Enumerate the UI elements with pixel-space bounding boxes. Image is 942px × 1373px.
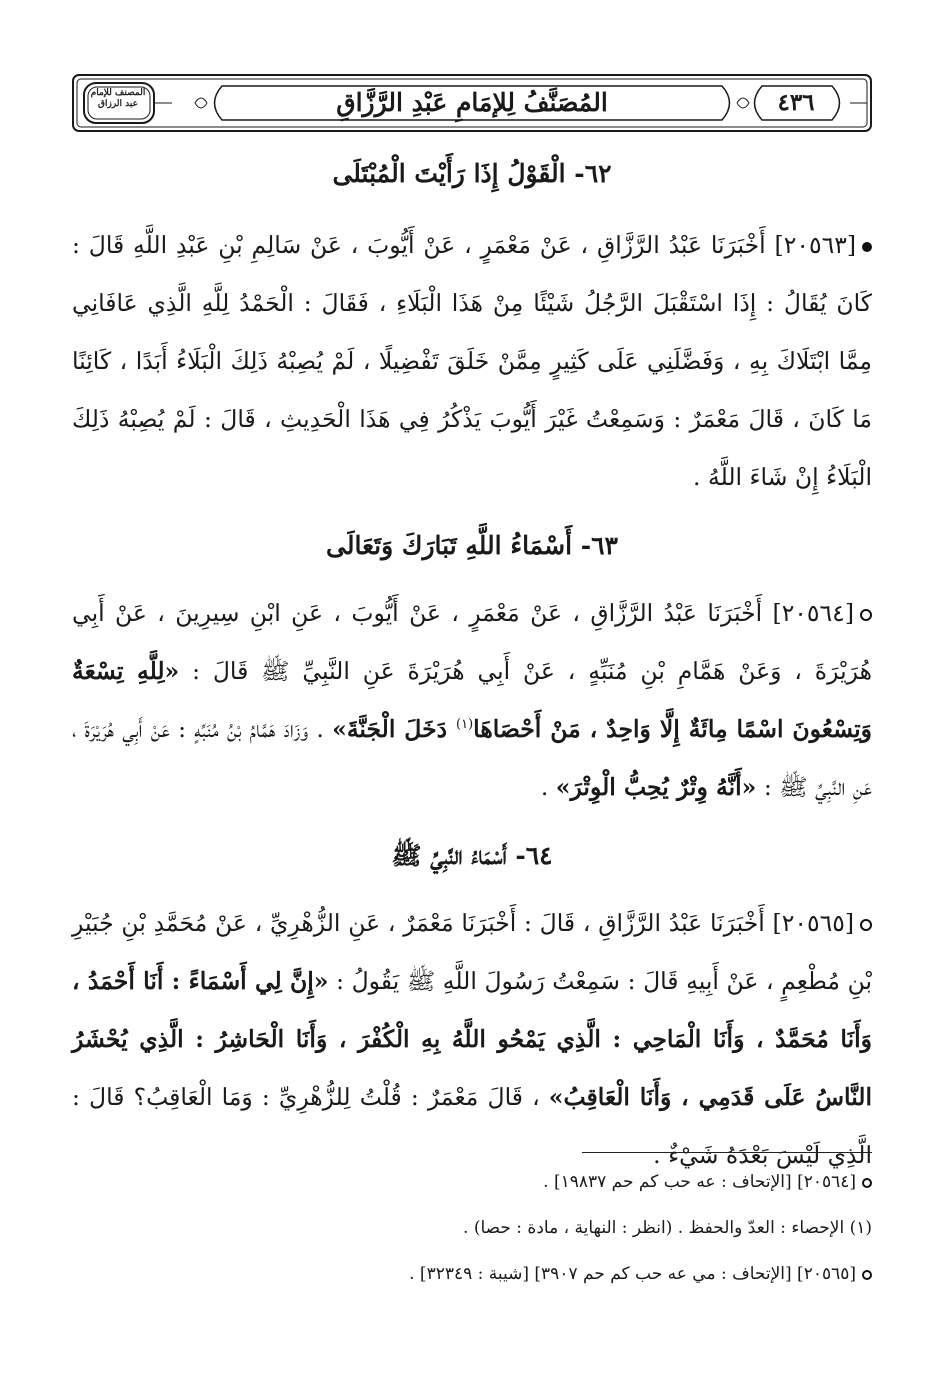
chapter-heading-62: ٦٢- الْقَوْلُ إِذَا رَأَيْتَ الْمُبْتَلَى [332, 159, 612, 188]
hadith-20565 [72, 894, 872, 1184]
ring-marker [860, 609, 872, 621]
prophetic-quote-witr: «أَنَّهُ وِتْرٌ يُحِبُّ الْوِتْرَ» [555, 773, 757, 801]
hadith-text-end: ، قَالَ مَعْمَرٌ : قُلْتُ لِلزُّهْرِيِّ : وَمَا الْعَاقِبُ؟ قَالَ : الَّذِي لَيْسَ بَعْدَهُ شَيْءٌ . [72, 1083, 872, 1169]
bullet-marker [862, 242, 872, 252]
hadith-number: [٢٠٥٦٥] [772, 909, 854, 937]
chapter-heading-63: ٦٣- أَسْمَاءُ اللَّهِ تَبَارَكَ وَتَعَالَى [326, 531, 618, 560]
header-seal: المصنف للإمام عبد الرزاق [90, 88, 146, 109]
hadith-20563 [72, 216, 872, 506]
footnote-separator [582, 1152, 872, 1153]
hadith-text-end: . [540, 773, 556, 801]
prophetic-quote-end: دَخَلَ الْجَنَّةَ» [332, 715, 457, 743]
page-number: ٤٣٦ [777, 89, 815, 116]
prophetic-quote: «إِنَّ لِي أَسْمَاءً : أَنَا أَحْمَدُ ، وَأَنَا مُحَمَّدٌ ، وَأَنَا الْمَاحِي : الَّذِي يَمْحُو اللَّهُ بِهِ الْكُفْرَ ، وَأَنَا الْحَاشِرُ : الَّذِي يُحْشَرُ النَّاسُ عَلَى قَدَمِي ، وَأَنَا الْعَاقِبُ» [72, 967, 872, 1111]
footnote-1 [72, 1215, 872, 1241]
hadith-20564 [72, 584, 872, 816]
hadith-text: أَخْبَرَنَا عَبْدُ الرَّزَّاقِ ، عَنْ مَعْمَرٍ ، عَنْ أَيُّوبَ ، عَنِ ابْنِ سِيرِينَ ، عَنْ أَبِي هُرَيْرَةَ ، وَعَنْ هَمَّامِ بْنِ مُنَبِّهٍ ، عَنْ أَبِي هُرَيْرَةَ عَنِ النَّبِيِّ ﷺ قَالَ : [72, 599, 872, 685]
page-header [72, 74, 872, 132]
footnote-ref: (١) [456, 717, 474, 733]
ring-marker [862, 1270, 872, 1280]
footnote-text: [٢٠٥٦٤] [الإتحاف : عه حب كم حم ١٩٨٣٧] . [543, 1172, 856, 1192]
hadith-number: [٢٠٥٦٤] [772, 599, 854, 627]
hadith-text: أَخْبَرَنَا عَبْدُ الرَّزَّاقِ ، عَنْ مَعْمَرٍ ، عَنْ أَيُّوبَ ، عَنْ سَالِمِ بْنِ عَبْدِ اللَّهِ قَالَ : كَانَ يُقَالُ : إِذَا اسْتَقْبَلَ الرَّجُلُ شَيْئًا مِنْ هَذَا الْبَلَاءِ ، فَقَالَ : الْحَمْدُ لِلَّهِ الَّذِي عَافَانِي مِمَّا ابْتَلَاكَ بِهِ ، وَفَضَّلَنِي عَلَى كَثِيرٍ مِمَّنْ خَلَقَ تَفْضِيلًا ، لَمْ يُصِبْهُ ذَلِكَ الْبَلَاءُ أَبَدًا ، كَائِنًا مَا كَانَ ، قَالَ مَعْمَرٌ : وَسَمِعْتُ غَيْرَ أَيُّوبَ يَذْكُرُ فِي هَذَا الْحَدِيثِ ، قَالَ : لَمْ يُصِبْهُ ذَلِكَ الْبَلَاءُ إِنْ شَاءَ اللَّهُ . [72, 231, 872, 491]
footnote-20564 [72, 1169, 872, 1195]
footnote-text: [٢٠٥٦٥] [الإتحاف : مي عه حب كم حم ٣٩٠٧] [شيبة : ٣٢٣٤٩] . [409, 1264, 856, 1284]
hadith-text: أَخْبَرَنَا عَبْدُ الرَّزَّاقِ ، قَالَ : أَخْبَرَنَا مَعْمَرٌ ، عَنِ الزُّهْرِيِّ ، عَنْ مُحَمَّدِ بْنِ جُبَيْرِ بْنِ مُطْعِمٍ ، عَنْ أَبِيهِ قَالَ : سَمِعْتُ رَسُولَ اللَّهِ ﷺ يَقُولُ : [72, 909, 872, 995]
ring-marker [860, 919, 872, 931]
prophetic-quote: «لِلَّهِ تِسْعَةٌ وَتِسْعُونَ اسْمًا مِائَةٌ إِلَّا وَاحِدٌ ، مَنْ أَحْصَاهَا [72, 657, 872, 743]
ring-marker [862, 1178, 872, 1188]
chapter-heading-64: ٦٤- أَسْمَاءُ النَّبِيِّ ﷺ [391, 841, 553, 870]
footnote-20565 [72, 1261, 872, 1287]
footnote-text: (١) الإحصاء : العدّ والحفظ . (انظر : النهاية ، مادة : حصا) . [463, 1218, 872, 1238]
hadith-number: [٢٠٥٦٣] [774, 231, 856, 259]
hadith-text-addition: . وَزَادَ هَمَّامُ بْنُ مُنَبِّهٍ : عَنْ أَبِي هُرَيْرَةَ ، عَنِ النَّبِيِّ ﷺ : [72, 715, 872, 801]
page [72, 74, 872, 1334]
running-title: المُصَنَّفُ لِلإمَامِ عَبْدِ الرَّزَّاقِ [336, 88, 608, 117]
